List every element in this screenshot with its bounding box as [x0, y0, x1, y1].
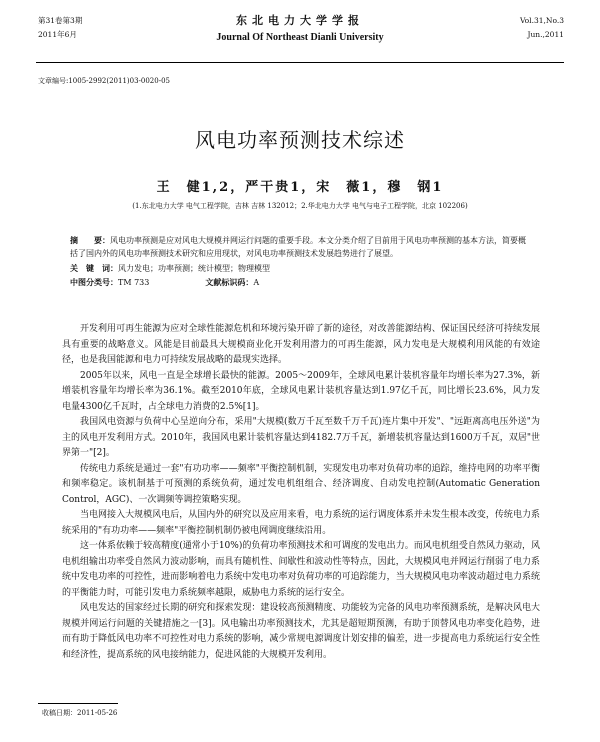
journal-title-en: Journal Of Northeast Dianli University	[216, 32, 384, 43]
abstract-label: 摘 要：	[70, 235, 110, 245]
abstract-block	[70, 234, 532, 289]
body-paragraph: 这一体系依赖于较高精度(通常小于10%)的负荷功率预测技术和可调度的发电出力。而风电机组受自然风力驱动，风电机组输出功率受自然风力波动影响，而具有随机性、间歇性和波动性等特点，因此，大规模风电并网运行削弱了电力系统中发电功率的可控性，进而影响着电力系统中发电功率对负荷功率的可追踪能力，当大规模风电功率波动超过电力系统的平衡能力时，可能引发电力系统频率越限，威胁电力系统的运行安全。	[62, 541, 540, 598]
doc-code-label: 文献标识码：	[205, 277, 254, 287]
classification	[70, 276, 532, 289]
body-text	[62, 322, 540, 663]
body-paragraph: 开发利用可再生能源为应对全球性能源危机和环境污染开辟了新的途径，对改善能源结构、保证国民经济可持续发展具有重要的战略意义。风能是目前最具大规模商业化开发利用潜力的可再生能源，风力发电是大规模利用风能的有效途径，也是我国能源和电力可持续发展战略的最现实选择。	[62, 324, 540, 365]
keywords	[70, 262, 532, 275]
body-paragraph: 我国风电资源与负荷中心呈逆向分布，采用"大规模(数万千瓦至数千万千瓦)连片集中开发"、"远距离高电压外送"为主的风电开发利用方式。2010年，我国风电累计装机容量达到4182.7万千瓦，新增装机容量达到1600万千瓦，双居"世界第一"[2]。	[62, 417, 540, 458]
body-paragraph: 传统电力系统是通过一套"有功功率——频率"平衡控制机制，实现发电功率对负荷功率的追踪，维持电网的功率平衡和频率稳定。该机制基于可预测的系统负荷，通过发电机组组合、经济调度、自动发电控制(Automatic Generation Control，AGC)、一次调频等调控策略实现。	[62, 463, 540, 505]
header-rule	[36, 62, 564, 63]
footnote-rule	[38, 703, 118, 704]
keywords-label: 关 键 词：	[70, 263, 118, 273]
body-paragraph: 当电网接入大规模风电后，从国内外的研究以及应用来看，电力系统的运行调度体系并未发生根本改变，传统电力系统采用的"有功功率——频率"平衡控制机制仍被电网调度继续沿用。	[62, 510, 540, 536]
journal-title-cn: 东北电力大学学报	[236, 14, 364, 27]
header-date-en: Jun.,2011	[527, 30, 564, 39]
header-center	[150, 12, 450, 43]
body-paragraph: 风电发达的国家经过长期的研究和探索发现：建设较高预测精度、功能较为完备的风电功率预测系统，是解决风电大规模并网运行问题的关键措施之一[3]。风电输出功率预测技术，尤其是超短期预测，有助于顶替风电功率变化趋势，进而有助于降低风电功率不可控性对电力系统的影响，减少常规电源调度计划安排的偏差，进一步提高电力系统运行安全性和经济性，提高系统的风电接纳能力，促进风能的大规模开发利用。	[62, 603, 540, 660]
header-right	[520, 14, 564, 42]
header-volume: 第31卷第3期	[38, 16, 83, 25]
abstract-text: 风电功率预测是应对风电大规模并网运行问题的重要手段。本文分类介绍了目前用于风电功率预测的基本方法，简要概括了国内外的风电功率预测技术研究和应用现状，对风电功率预测技术发展趋势进行了展望。	[70, 236, 526, 258]
header-date: 2011年6月	[38, 30, 77, 39]
header-left	[38, 14, 82, 42]
doc-code: A	[253, 278, 260, 287]
class-number: TM 733	[118, 278, 150, 287]
body-paragraph: 2005年以来，风电一直是全球增长最快的能源。2005～2009年，全球风电累计装机容量年均增长率为27.3%，新增装机容量年均增长率为36.1%。截至2010年底，全球风电累计装机容量达到1.97亿千瓦，同比增长23.6%，风力发电量4300亿千瓦时，占全球电力消费的2.5%[1]。	[62, 370, 540, 412]
header-volume-en: Vol.31,No.3	[519, 16, 564, 25]
affiliation: (1.东北电力大学 电气工程学院，吉林 吉林 132012；2.华北电力大学 电气与电子工程学院，北京 102206)	[132, 202, 468, 210]
abstract	[70, 234, 532, 260]
paper-title: 风电功率预测技术综述	[195, 128, 405, 152]
author-list: 王 健1,2，严干贵1，宋 薇1，穆 钢1	[156, 180, 444, 195]
article-number: 文章编号:1005-2992(2011)03-0020-05	[38, 77, 170, 85]
keywords-text: 风力发电；功率预测；统计模型；物理模型	[118, 264, 270, 273]
received-date: 收稿日期：2011-05-26	[42, 709, 118, 717]
class-label: 中图分类号：	[70, 277, 118, 287]
